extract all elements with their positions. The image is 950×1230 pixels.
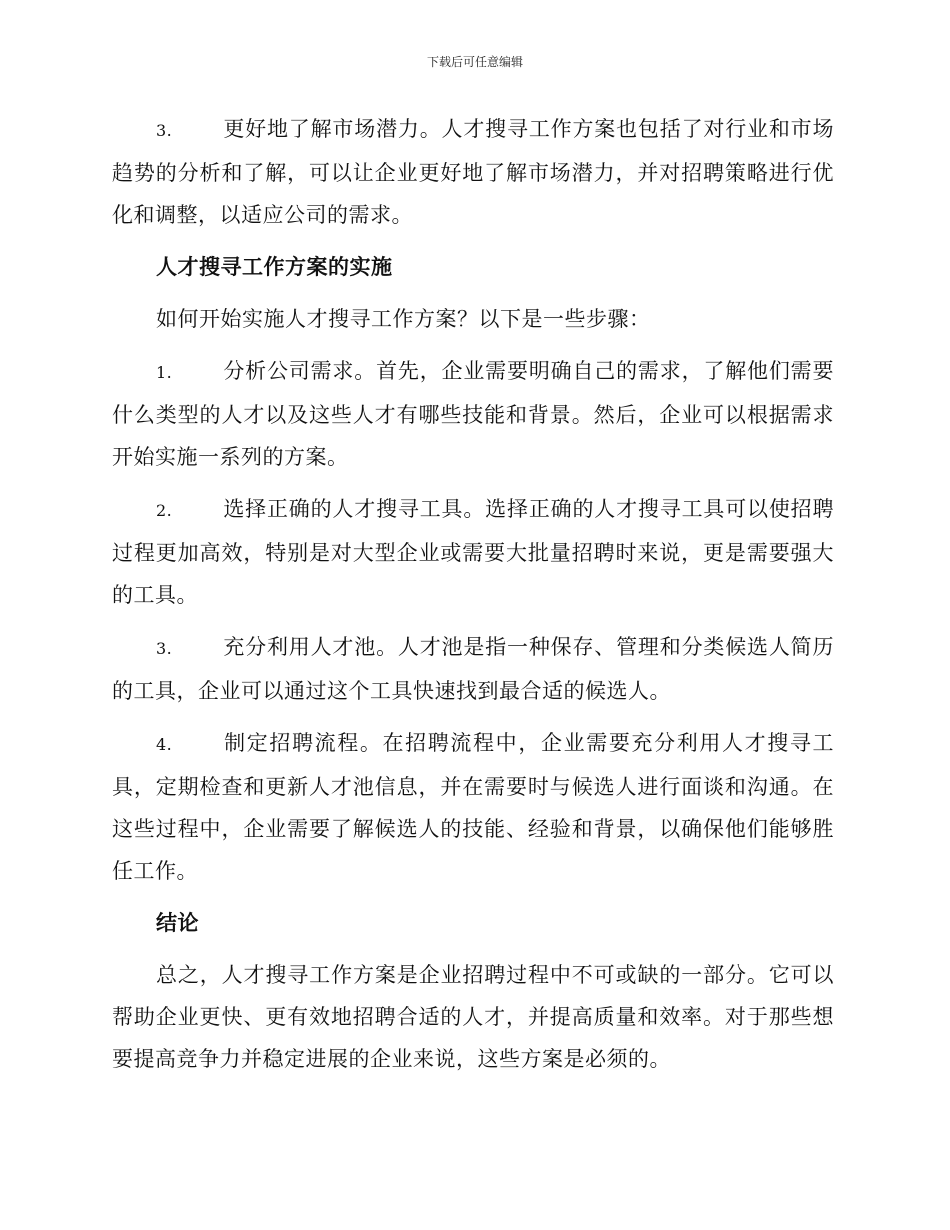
list-number: 3. [156, 121, 173, 140]
conclusion-paragraph: 总之，人才搜寻工作方案是企业招聘过程中不可或缺的一部分。它可以帮助企业更快、更有效地招聘合适的人才，并提高质量和效率。对于那些想要提高竞争力并稳定进展的企业来说，这些方案是必须的。 [112, 963, 834, 1071]
list-item-text: 更好地了解市场潜力。人才搜寻工作方案也包括了对行业和市场趋势的分析和了解，可以让企业更好地了解市场潜力，并对招聘策略进行优化和调整，以适应公司的需求。 [112, 117, 834, 227]
intro-paragraph: 如何开始实施人才搜寻工作方案？以下是一些步骤： [156, 307, 651, 331]
list-number: 3. [156, 639, 173, 658]
list-number: 4. [156, 735, 173, 754]
list-item-step-1 [112, 350, 834, 478]
list-item-step-3 [112, 626, 834, 712]
list-item-market-potential [112, 108, 834, 236]
list-item-step-2 [112, 488, 834, 616]
list-number: 2. [156, 501, 173, 520]
list-item-text: 分析公司需求。首先，企业需要明确自己的需求，了解他们需要什么类型的人才以及这些人才有哪些技能和背景。然后，企业可以根据需求开始实施一系列的方案。 [112, 359, 834, 469]
list-item-text: 充分利用人才池。人才池是指一种保存、管理和分类候选人简历的工具，企业可以通过这个工具快速找到最合适的候选人。 [112, 635, 834, 703]
list-item-step-4 [112, 722, 834, 892]
section-heading-conclusion: 结论 [156, 911, 199, 935]
page-header: 下载后可任意编辑 [426, 55, 523, 69]
list-number: 1. [156, 363, 173, 382]
document-body [112, 108, 834, 1090]
list-item-text: 选择正确的人才搜寻工具。选择正确的人才搜寻工具可以使招聘过程更加高效，特别是对大型企业或需要大批量招聘时来说，更是需要强大的工具。 [112, 497, 834, 607]
section-heading-implementation: 人才搜寻工作方案的实施 [156, 255, 393, 279]
list-item-text: 制定招聘流程。在招聘流程中，企业需要充分利用人才搜寻工具，定期检查和更新人才池信息，并在需要时与候选人进行面谈和沟通。在这些过程中，企业需要了解候选人的技能、经验和背景，以确保他们能够胜任工作。 [112, 731, 834, 883]
